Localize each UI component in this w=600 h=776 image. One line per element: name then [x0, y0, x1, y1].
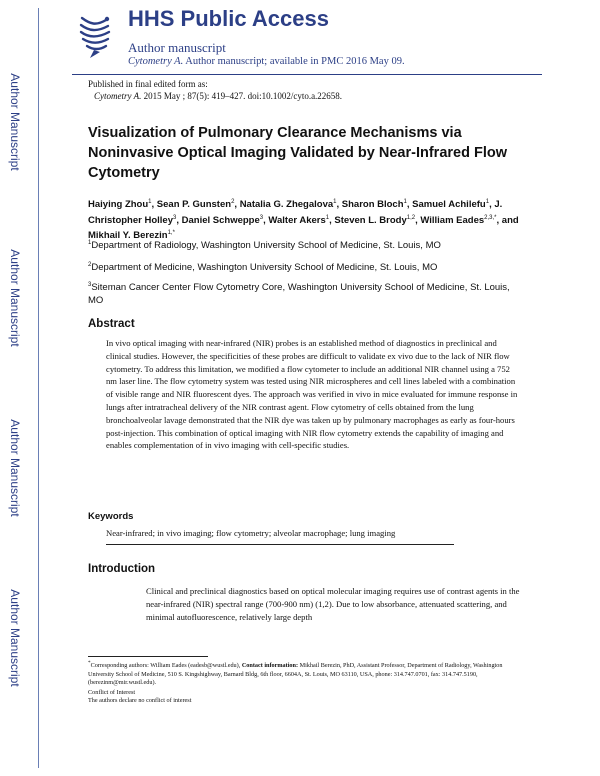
availability-line	[128, 56, 405, 67]
hhs-subtitle: Author manuscript	[128, 40, 226, 55]
sidebar-label	[8, 238, 22, 358]
author-name: William Eades	[420, 214, 485, 226]
keywords-heading: Keywords	[88, 511, 134, 522]
journal-name: Cytometry A.	[128, 56, 184, 67]
abstract-heading: Abstract	[88, 318, 135, 330]
author-sup: 3	[259, 214, 264, 221]
conflict-text: The authors declare no conflict of interest	[88, 697, 192, 705]
author-sup: 1,2	[406, 214, 416, 221]
hhs-eagle-logo-icon	[76, 10, 116, 60]
author-sup: 1	[485, 199, 490, 205]
citation-line	[88, 90, 342, 102]
sidebar-label	[8, 408, 22, 528]
sidebar-label	[8, 62, 22, 182]
citation-text: 2015 May ; 87(5): 419–427. doi:10.1002/cyto.a.22658.	[143, 91, 343, 101]
abstract-body: In vivo optical imaging with near-infrared (NIR) probes is an established method of diagnostics in preclinical and clinical studies. However, the specificities of these probes are difficult to validate ex vivo due to the lack of NIR flow cytometry. To address this limitation, we modified a flow cytometer to include an additional NIR channel using a 752 nm laser line. The flow cytometry system was tested using NIR microspheres and cell lines labeled with a combination of visible range and NIR fluorescent dyes. The approach was verified in vivo in mice evaluated for immune response in lungs after intratracheal delivery of the NIR contrast agent. Flow cytometry of cells obtained from the lung bronchoalveolar lavage demonstrated that the NIR dye was taken up by pulmonary macrophages as early as four-hours post-injection. This combination of optical imaging with NIR flow cytometry extends the capability of imaging and enables complementation of in vivo imaging with cell-specific studies.	[106, 338, 518, 451]
publication-info	[88, 78, 342, 102]
keywords-body: Near-infrared; in vivo imaging; flow cytometry; alveolar macrophage; lung imaging	[106, 528, 396, 538]
author-sup: 2	[231, 199, 235, 205]
sidebar-label-text: Author Manuscript	[8, 73, 22, 171]
author-name: Natalia G. Zhegalova	[239, 199, 334, 211]
footnote-rule	[88, 656, 208, 657]
affiliation	[88, 259, 518, 274]
author-name: Sharon Bloch	[341, 199, 404, 211]
affiliation-sup: 2	[88, 262, 92, 268]
conflict-heading: Conflict of Interest	[88, 688, 136, 696]
contact-text: Mikhail Berezin, PhD, Assistant Professor, Department of Radiology, Washington University School of Medicine, 510 S. Kingshighway, Barnard Bldg, 6th floor, 6604A, St. Louis, MO 63110, USA, phone: 314.747.0701, fax: 314.747.5190, (berezinm@mir.wustl.edu).	[88, 662, 503, 687]
author-name: Daniel Schweppe	[181, 214, 260, 226]
author-name: Walter Akers	[268, 214, 326, 226]
author-name: Haiying Zhou	[88, 199, 149, 211]
footnote	[88, 659, 518, 706]
sidebar-label-text: Author Manuscript	[8, 419, 22, 517]
sidebar-rule	[38, 8, 39, 768]
author-sup: 2,3,*	[484, 214, 497, 221]
contact-label: Contact information:	[241, 662, 299, 670]
affiliation-sup: 3	[88, 282, 92, 288]
affiliation-text: Siteman Cancer Center Flow Cytometry Core, Washington University School of Medicine, St. Louis, MO	[88, 282, 510, 307]
introduction-heading: Introduction	[88, 563, 156, 575]
sidebar-label-text: Author Manuscript	[8, 249, 22, 347]
sidebar-label-text: Author Manuscript	[8, 589, 22, 687]
introduction-body: Clinical and preclinical diagnostics based on optical molecular imaging requires use of contrast agents in the near-infrared (NIR) spectral range (700-900 nm) (1,2). Due to low absorbance, attenuated scattering, and minimal autofluorescence, relatively large depth	[146, 586, 520, 622]
availability-text: Author manuscript; available in PMC 2016 May 09.	[185, 56, 405, 67]
author-sup: 1	[148, 199, 152, 205]
affiliation	[88, 237, 518, 252]
author-sup: 3	[173, 214, 177, 221]
keywords-rule	[106, 544, 454, 545]
author-sup: 1,*	[167, 230, 175, 237]
citation-journal: Cytometry A.	[94, 91, 142, 101]
affiliation-text: Department of Radiology, Washington University School of Medicine, St. Louis, MO	[91, 240, 441, 252]
author-name: Steven L. Brody	[334, 214, 407, 226]
affiliation-text: Department of Medicine, Washington University School of Medicine, St. Louis, MO	[91, 262, 438, 274]
author-sup: 1	[333, 199, 337, 205]
author-name: Sean P. Gunsten	[156, 199, 232, 211]
hhs-title: HHS Public Access	[128, 6, 329, 31]
author-name: Samuel Achilefu	[412, 199, 486, 211]
affiliation-sup: 1	[88, 240, 92, 246]
sidebar-label	[8, 578, 22, 698]
author-list: Haiying Zhou$^1$, Sean P. Gunsten$^2$, Natalia G. Zhegalova$^1$, Sharon Bloch$^1$, Samuel Achilefu$^1$, J. Christopher Holley$^3$, Daniel Schweppe$^3$, Walter Akers$^1$, Steven L. Brody$^{1,2}$, William Eades$^{2,3,*}$, and Mikhail Y. Berezin$^{1,*}$	[88, 199, 519, 242]
footnote-marker: *	[88, 660, 91, 666]
author-sup: 1	[403, 199, 407, 205]
corresponding-authors: Corresponding authors: William Eades (eadesb@wustl.edu),	[90, 662, 241, 670]
author-name: J. Christopher Holley	[88, 199, 503, 226]
corresponding-note	[88, 659, 518, 688]
author-name: Mikhail Y. Berezin	[88, 230, 168, 242]
header-rule	[72, 74, 542, 75]
affiliation	[88, 279, 518, 307]
article-title: Visualization of Pulmonary Clearance Mechanisms via Noninvasive Optical Imaging Validated by Near-Infrared Flow Cytometry	[88, 125, 507, 181]
published-label: Published in final edited form as:	[88, 79, 208, 89]
author-sup: 1	[325, 214, 330, 221]
